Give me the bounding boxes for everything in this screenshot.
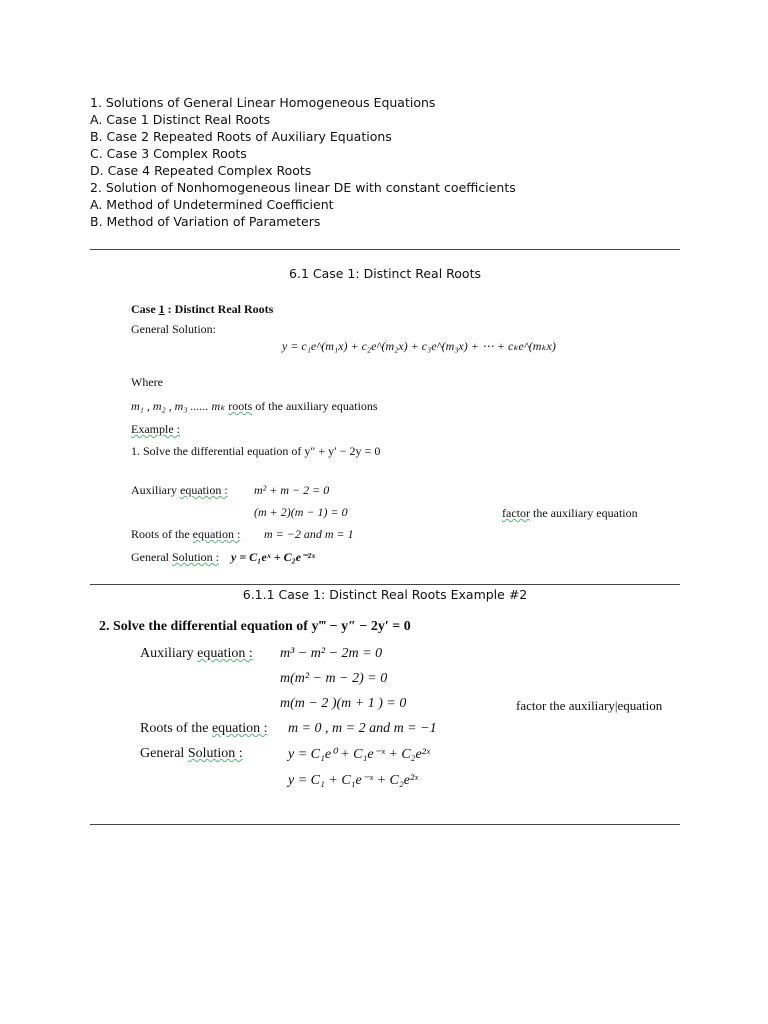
roots-values: m = −2 and m = 1 <box>264 527 354 541</box>
where-label: Where <box>131 375 163 389</box>
table-of-contents <box>90 94 516 230</box>
general-solution-result: y = C₁e⁰ + C₁e⁻ˣ + C₂e²ˣ <box>288 747 430 762</box>
factored-equation: m(m − 2 )(m + 1 ) = 0 <box>280 696 407 711</box>
roots-label: Roots of the equation : <box>140 721 268 736</box>
roots-label: Roots of the equation : <box>131 527 241 541</box>
example-problem: 1. Solve the differential equation of y″ + y′ − 2y = 0 <box>131 444 381 458</box>
example-problem: 2. Solve the differential equation of y‴ − y″ − 2y′ = 0 <box>99 619 411 634</box>
general-solution-simplified: y = C₁ + C₁e⁻ˣ + C₂e²ˣ <box>288 773 419 788</box>
factor-note: factor the auxiliary|equation <box>516 698 663 713</box>
case-title: Case 1 : Distinct Real Roots <box>131 302 274 316</box>
toc-item: C. Case 3 Complex Roots <box>90 146 247 161</box>
auxiliary-equation-label: Auxiliary equation : <box>131 483 228 497</box>
toc-item: A. Case 1 Distinct Real Roots <box>90 112 271 127</box>
auxiliary-equation-label: Auxiliary equation : <box>140 646 253 661</box>
toc-item: 1. Solutions of General Linear Homogeneous Equations <box>90 95 436 110</box>
toc-item: B. Case 2 Repeated Roots of Auxiliary Equations <box>90 129 392 144</box>
auxiliary-equation: m³ − m² − 2m = 0 <box>280 646 383 661</box>
roots-values: m = 0 , m = 2 and m = −1 <box>288 721 437 736</box>
divider <box>90 584 680 585</box>
divider <box>90 249 680 250</box>
general-solution-label: General Solution : <box>140 746 243 761</box>
factor-note: factor the auxiliary equation <box>502 506 638 520</box>
general-solution-formula: y = c₁e^(m₁x) + c₂e^(m₂x) + c₃e^(m₃x) + ⋯ + cₖe^(mₖx) <box>282 339 556 353</box>
general-solution-result: y = C₁eˣ + C₂e⁻²ˣ <box>231 550 316 564</box>
auxiliary-equation: m² + m − 2 = 0 <box>254 483 330 497</box>
factored-step: m(m² − m − 2) = 0 <box>280 671 388 686</box>
general-solution-row: General Solution : <box>131 550 219 564</box>
section-heading: 6.1.1 Case 1: Distinct Real Roots Example #2 <box>242 587 528 602</box>
divider <box>90 824 680 825</box>
toc-item: 2. Solution of Nonhomogeneous linear DE with constant coefficients <box>90 180 516 195</box>
roots-definition: m₁ , m₂ , m₃ ...... mₖ roots of the auxiliary equations <box>131 399 378 413</box>
toc-item: B. Method of Variation of Parameters <box>90 214 321 229</box>
factored-equation: (m + 2)(m − 1) = 0 <box>254 505 348 519</box>
general-solution-label: General Solution: <box>131 322 216 336</box>
toc-item: D. Case 4 Repeated Complex Roots <box>90 163 312 178</box>
section-heading: 6.1 Case 1: Distinct Real Roots <box>289 266 481 281</box>
toc-item: A. Method of Undetermined Coefficient <box>90 197 334 212</box>
example-label: Example : <box>131 422 180 436</box>
